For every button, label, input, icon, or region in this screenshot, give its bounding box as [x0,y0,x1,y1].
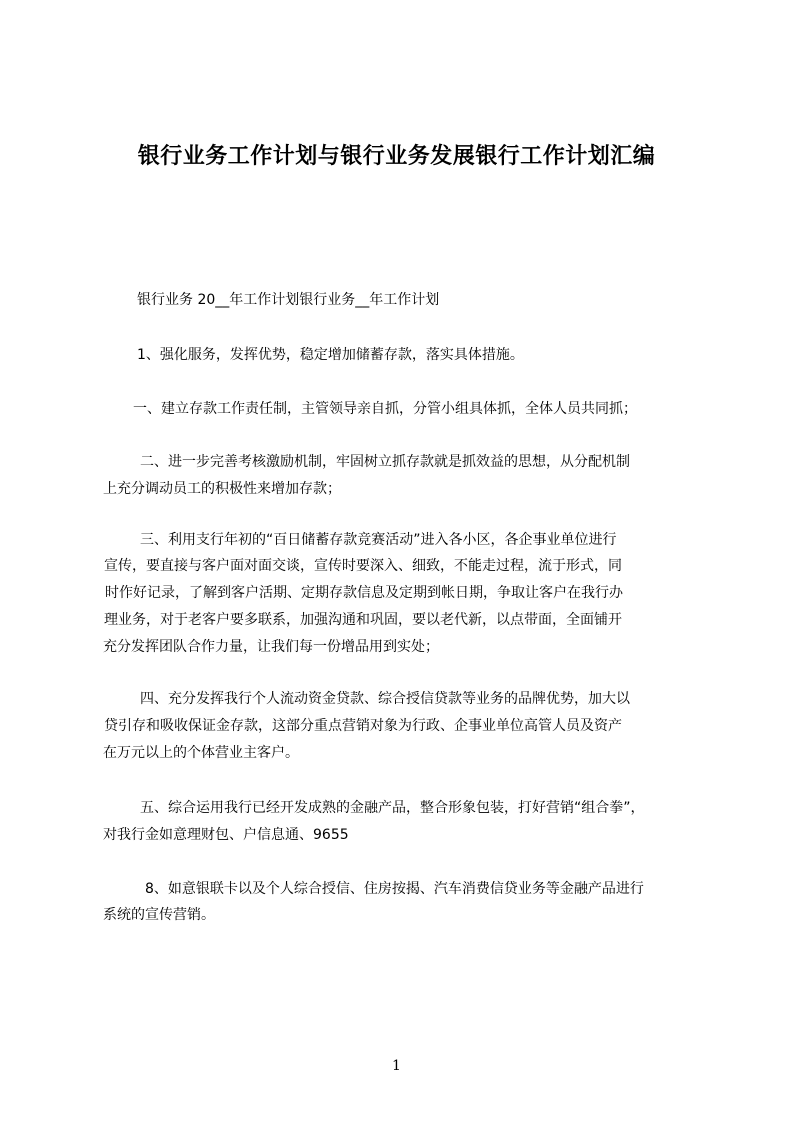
document-title: 银行业务工作计划与银行业务发展银行工作计划汇编 [137,144,656,169]
paragraph-line: 三、利用支行年初的“百日储蓄存款竞赛活动”进入各小区，各企事业单位进行 [140,532,617,548]
paragraph-line: 二、进一步完善考核激励机制，牢固树立抓存款就是抓效益的思想，从分配机制 [140,454,630,470]
paragraph-line: 8、如意银联卡以及个人综合授信、住房按揭、汽车消费信贷业务等金融产品进行 [145,881,644,897]
page-number: 1 [392,1058,401,1074]
document-subtitle: 银行业务 20__年工作计划银行业务__年工作计划 [137,292,440,308]
paragraph-line: 系统的宣传营销。 [103,907,215,923]
paragraph-line: 对我行金如意理财包、户信息通、9655 [103,827,349,843]
paragraph-line: 1、强化服务，发挥优势，稳定增加储蓄存款，落实具体措施。 [137,347,524,363]
paragraph-line: 充分发挥团队合作力量，让我们每一份增品用到实处； [103,639,439,655]
paragraph-line: 上充分调动员工的积极性来增加存款； [103,481,341,497]
paragraph-line: 理业务，对于老客户要多联系，加强沟通和巩固，要以老代新，以点带面，全面铺开 [104,612,622,628]
paragraph-line: 宣传，要直接与客户面对面交谈，宣传时要深入、细致，不能走过程，流于形式，同 [104,558,622,574]
paragraph-line: 五、综合运用我行已经开发成熟的金融产品，整合形象包装，打好营销“组合拳”， [140,800,645,816]
paragraph-line: 时作好记录，了解到客户活期、定期存款信息及定期到帐日期，争取让客户在我行办 [105,585,623,601]
paragraph-line: 四、充分发挥我行个人流动资金贷款、综合授信贷款等业务的品牌优势，加大以 [140,691,630,707]
paragraph-line: 一、建立存款工作责任制，主管领导亲自抓，分管小组具体抓，全体人员共同抓； [133,401,637,417]
paragraph-line: 贷引存和吸收保证金存款，这部分重点营销对象为行政、企事业单位高管人员及资产 [104,718,622,734]
paragraph-line: 在万元以上的个体营业主客户。 [103,745,299,761]
